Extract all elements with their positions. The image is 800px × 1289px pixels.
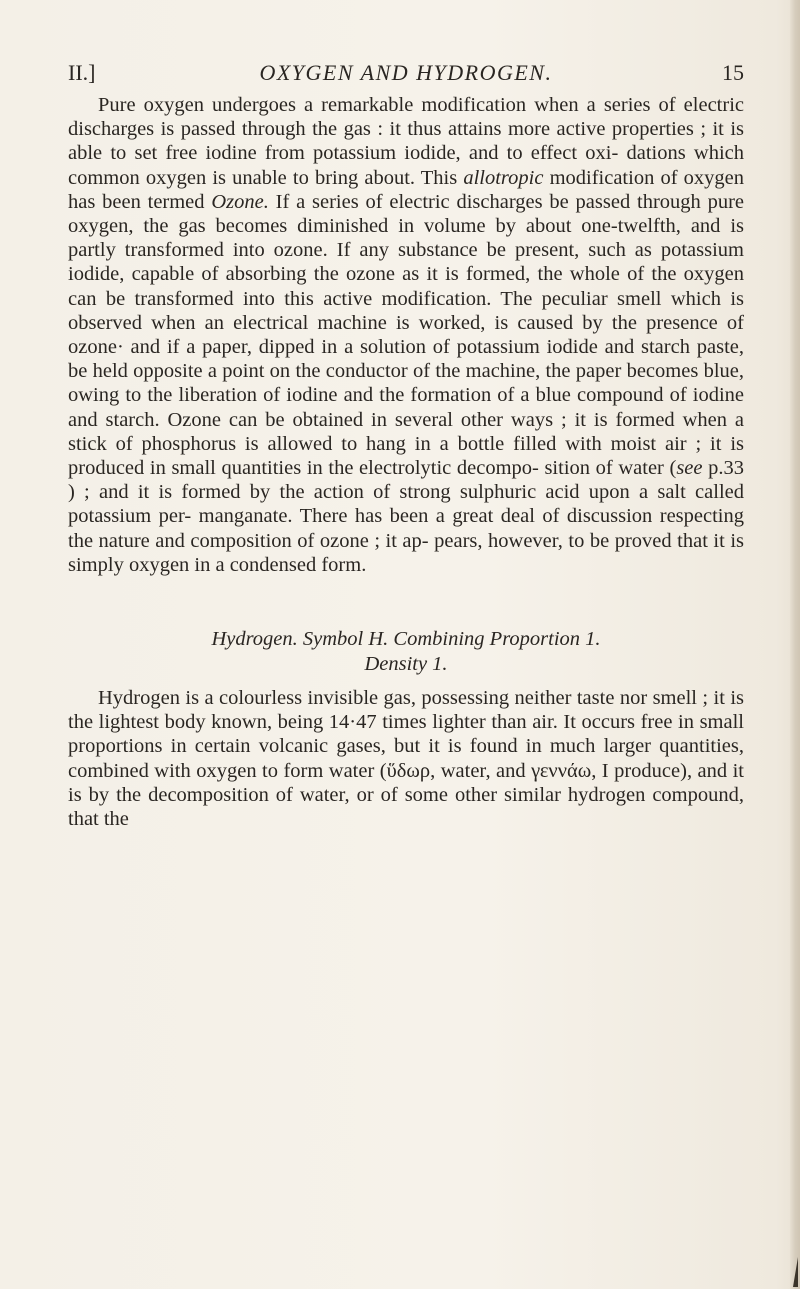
ozone-text-4: p.33 ) ; and it is formed by the action of strong sulphuric acid upon a salt called potassium per- manganate. There has been a great deal of discussion respecting the nature and composition of ozone ; it ap- pears, however, to be proved that it is simply oxygen in a condensed form.: [68, 457, 744, 576]
running-title: OXYGEN AND HYDROGEN.: [259, 60, 553, 85]
page-spine-edge: [790, 0, 800, 1289]
running-header: [68, 60, 744, 92]
ozone-text-3: If a series of electric discharges be passed through pure oxygen, the gas becomes diminished in volume by about one-twelfth, and is partly transformed into ozone. If any substance be present, such as potassium iodide, capable of absorbing the ozone as it is formed, the whole of the oxygen can be transformed into this active modification. The peculiar smell which is observed when an electrical machine is worked, is caused by the presence of ozone· and if a paper, dipped in a solution of potassium iodide and starch paste, be held opposite a point on the conductor of the machine, the paper becomes blue, owing to the liberation of iodine and the formation of a blue compound of iodine and starch. Ozone can be obtained in several other ways ; it is formed when a stick of phosphorus is allowed to hang in a bottle filled with moist air ; it is produced in small quantities in the electrolytic decompo- sition of water (: [68, 190, 744, 480]
term-ozone: Ozone.: [211, 190, 269, 213]
term-allotropic: allotropic: [463, 166, 544, 189]
ozone-text-1: Pure oxygen undergoes a remarkable modification when a series of electric discharges is passed through the gas : it thus attains more active properties ; it is able to set free iodine from potassium iodide, and to effect oxi- dations which common oxygen is unable to bring about. This: [68, 94, 744, 189]
page-number: 15: [722, 60, 744, 85]
chapter-number: II.]: [68, 60, 96, 85]
ref-see: see: [676, 457, 703, 480]
corner-mark: [793, 1257, 798, 1287]
body-text: [68, 93, 744, 831]
hydrogen-heading-line-1: Hydrogen. Symbol H. Combining Proportion 1.: [211, 628, 601, 651]
ozone-text-2: modification of oxygen has been termed: [68, 166, 744, 213]
hydrogen-heading-line-2: Density 1.: [364, 652, 448, 675]
ozone-paragraph: [68, 93, 744, 577]
hydrogen-paragraph: Hydrogen is a colourless invisible gas, possessing neither taste nor smell ; it is the lightest body known, being 14·47 times lighter than air. It occurs free in small proportions in certain volcanic gases, but it is found in much larger quantities, combined with oxygen to form water (ὕδωρ, water, and γεννάω, I produce), and it is by the decomposition of water, or of some other similar hydrogen compound, that the: [68, 687, 744, 831]
